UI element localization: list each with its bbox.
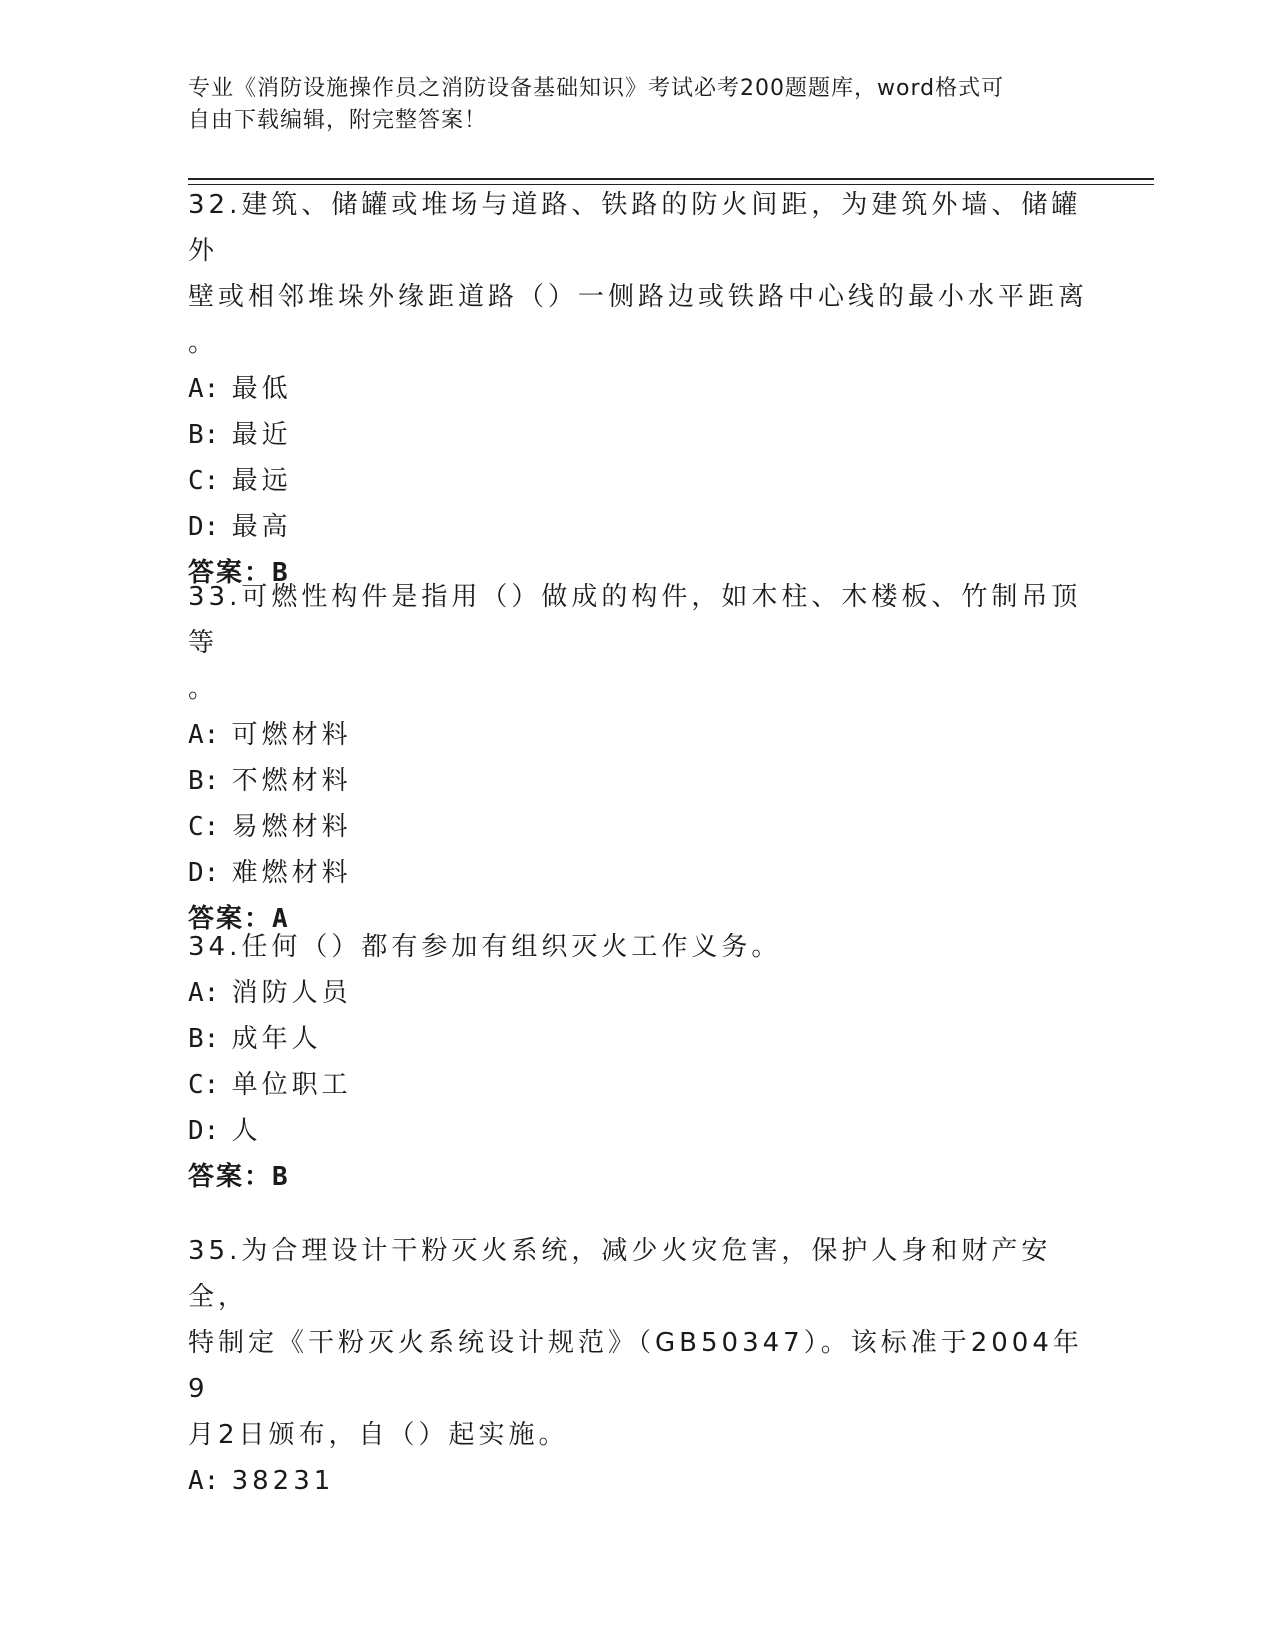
- question-34-line-1: 34.任何（）都有参加有组织灭火工作义务。: [188, 932, 782, 962]
- answer: 答案：B: [188, 558, 290, 588]
- question-32-line-3: 。: [188, 328, 219, 358]
- option-a: A: 38231: [188, 1466, 335, 1496]
- option-d: D: 难燃材料: [188, 858, 352, 888]
- header-line-2: 自由下载编辑，附完整答案！: [188, 108, 488, 133]
- question-33-line-2: 。: [188, 674, 219, 704]
- option-b: B: 最近: [188, 420, 292, 450]
- option-b: B: 不燃材料: [188, 766, 352, 796]
- question-32-line-2: 壁或相邻堆垛外缘距道路（）一侧路边或铁路中心线的最小水平距离: [188, 282, 1089, 312]
- question-35: [188, 1228, 1088, 1504]
- header-line-1: 专业《消防设施操作员之消防设备基础知识》考试必考200题题库，word格式可: [188, 76, 1005, 101]
- question-34: [188, 924, 1088, 1200]
- option-a: A: 可燃材料: [188, 720, 352, 750]
- question-32-line-1: 32.建筑、储罐或堆场与道路、铁路的防火间距，为建筑外墙、储罐外: [188, 190, 1082, 266]
- question-35-line-1: 35.为合理设计干粉灭火系统，减少火灾危害，保护人身和财产安全，: [188, 1236, 1052, 1312]
- option-a: A: 最低: [188, 374, 292, 404]
- option-c: C: 最远: [188, 466, 292, 496]
- question-33: [188, 574, 1088, 942]
- question-35-line-2: 特制定《干粉灭火系统设计规范》（GB50347）。该标准于2004年9: [188, 1328, 1083, 1404]
- header-divider-thick: [188, 178, 1154, 180]
- option-c: C: 单位职工: [188, 1070, 352, 1100]
- answer: 答案：B: [188, 1162, 290, 1192]
- option-d: D: 人: [188, 1116, 262, 1146]
- document-header: [188, 73, 1068, 137]
- question-33-line-1: 33.可燃性构件是指用（）做成的构件，如木柱、木楼板、竹制吊顶等: [188, 582, 1082, 658]
- option-c: C: 易燃材料: [188, 812, 352, 842]
- option-a: A: 消防人员: [188, 978, 352, 1008]
- question-35-line-3: 月2日颁布，自（）起实施。: [188, 1420, 569, 1450]
- option-d: D: 最高: [188, 512, 292, 542]
- answer: 答案：A: [188, 904, 290, 934]
- question-32: [188, 182, 1088, 596]
- option-b: B: 成年人: [188, 1024, 322, 1054]
